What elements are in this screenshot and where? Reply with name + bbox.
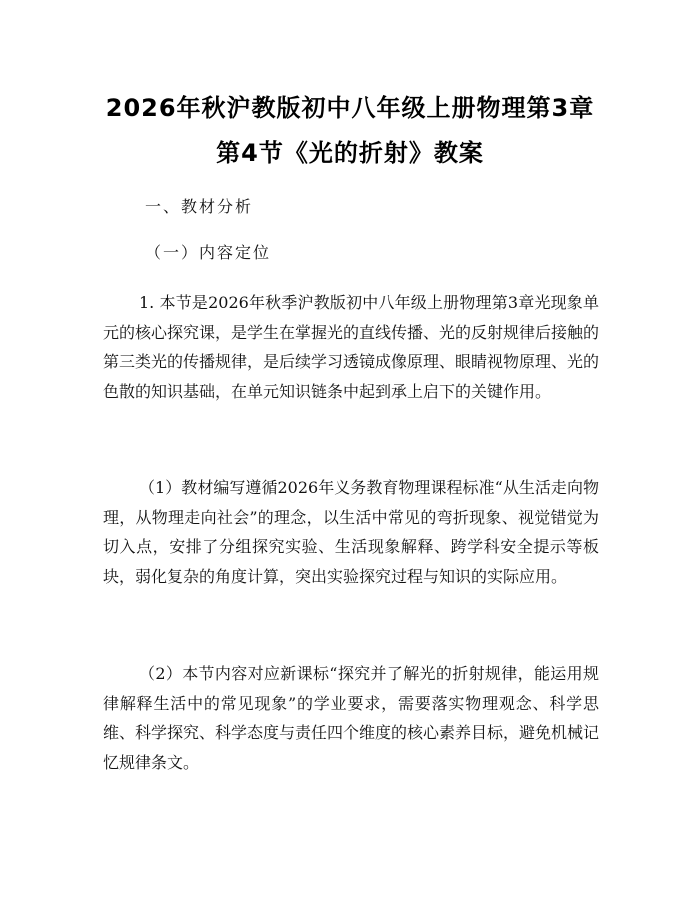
section-heading: 一、教材分析 xyxy=(145,197,254,216)
document-title-line-1: 2026年秋沪教版初中八年级上册物理第3章 xyxy=(105,94,595,122)
paragraph-1: 1. 本节是2026年秋季沪教版初中八年级上册物理第3章光现象单元的核心探究课，是学生在掌握光的直线传播、光的反射规律后接触的第三类光的传播规律，是后续学习透镜成像原理、眼睛视物原理、光的色散的知识基础，在单元知识链条中起到承上启下的关键作用。 xyxy=(103,293,600,401)
document-title-line-2: 第4节《光的折射》教案 xyxy=(216,139,484,167)
subsection-heading: （一）内容定位 xyxy=(145,243,272,262)
paragraph-2: （1）教材编写遵循2026年义务教育物理课程标准“从生活走向物理，从物理走向社会”的理念，以生活中常见的弯折现象、视觉错觉为切入点，安排了分组探究实验、生活现象解释、跨学科安全提示等板块，弱化复杂的角度计算，突出实验探究过程与知识的实际应用。 xyxy=(103,478,599,586)
paragraph-3: （2）本节内容对应新课标“探究并了解光的折射规律，能运用规律解释生活中的常见现象”的学业要求，需要落实物理观念、科学思维、科学探究、科学态度与责任四个维度的核心素养目标，避免机械记忆规律条文。 xyxy=(103,664,600,772)
